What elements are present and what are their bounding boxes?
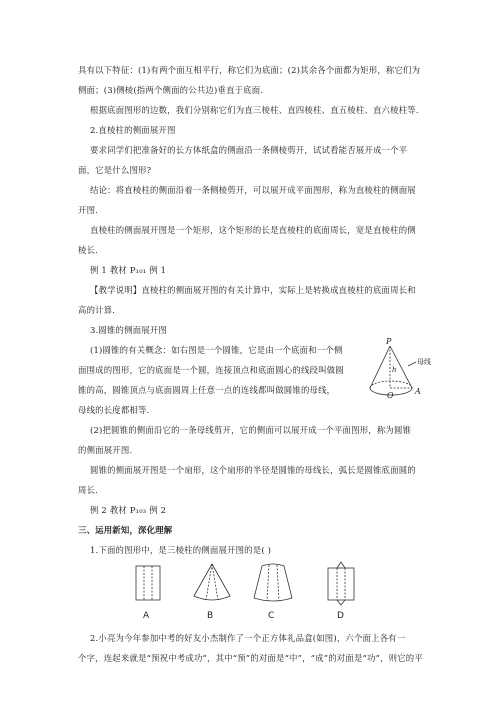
option-a-figure xyxy=(130,562,170,606)
point-label: A xyxy=(415,387,421,396)
section-heading: 3.圆锥的侧面展开图 xyxy=(90,325,167,335)
text-line: 开图. xyxy=(78,205,99,215)
text-line: 要求同学们把准备好的长方体纸盒的侧面沿一条侧棱剪开，试试看能否展开成一个平 xyxy=(90,145,408,155)
center-label: O xyxy=(387,391,394,400)
text-line: 的侧面展开图. xyxy=(78,445,133,455)
text-line: 锥的高，圆锥顶点与底面圆周上任意一点的连线都叫做圆锥的母线， xyxy=(78,385,336,395)
section-heading: 2.直棱柱的侧面展开图 xyxy=(90,125,176,135)
section-heading: 三、运用新知，深化理解 xyxy=(78,525,173,535)
teaching-note: 【教学说明】直棱柱的侧面展开图的有关计算中，实际上是转换成直棱柱的底面周长和 xyxy=(90,285,416,295)
example-line: 例 2 教材 P₁₀₃ 例 2 xyxy=(90,505,167,515)
option-b-figure xyxy=(190,560,234,606)
option-c-label: C xyxy=(268,611,275,621)
text-line: 面，它是什么图形? xyxy=(78,165,152,175)
option-c-figure xyxy=(250,560,296,606)
option-d-label: D xyxy=(337,611,344,621)
apex-label: P xyxy=(386,337,392,346)
cone-figure xyxy=(362,336,436,406)
text-line: 圆锥的侧面展开图是一个扇形，这个扇形的半径是圆锥的母线长，弧长是圆锥底面圆的 xyxy=(90,465,416,475)
text-line: (2)把圆锥的侧面沿它的一条母线剪开，它的侧面可以展开成一个平面图形，称为圆锥 xyxy=(90,425,412,435)
example-line: 例 1 教材 P₁₀₁ 例 1 xyxy=(90,265,167,275)
text-line: 面围成的图形，它的底面是一个圆，连接顶点和底面圆心的线段叫做圆 xyxy=(78,365,344,375)
option-a-label: A xyxy=(143,611,150,621)
slant-label: 母线 xyxy=(417,358,431,366)
text-line: 高的计算. xyxy=(78,305,116,315)
text-line: (1)圆锥的有关概念：如右图是一个圆锥，它是由一个底面和一个侧 xyxy=(90,345,343,355)
text-line: 周长. xyxy=(78,485,99,495)
text-line: 根据底面图形的边数，我们分别称它们为直三棱柱、直四棱柱、直五棱柱、直六棱柱等. xyxy=(90,105,419,115)
text-line: 棱长. xyxy=(78,245,99,255)
text-line: 直棱柱的侧面展开图是一个矩形，这个矩形的长是直棱柱的底面周长，宽是直棱柱的侧 xyxy=(90,225,416,235)
text-line: 侧面；(3)侧棱(指两个侧面的公共边)垂直于底面. xyxy=(78,85,264,95)
text-line: 具有以下特征：(1)有两个面互相平行，称它们为底面；(2)其余各个面都为矩形，称它们为 xyxy=(78,65,421,75)
text-line: 结论：将直棱柱的侧面沿着一条侧棱剪开，可以展开成平面图形，称为直棱柱的侧面展 xyxy=(90,185,416,195)
option-d-figure xyxy=(318,560,364,606)
slant-pointer xyxy=(408,362,416,366)
question-line: 1.下面的图形中，是三棱柱的侧面展开图的是( ) xyxy=(90,545,272,555)
option-b-label: B xyxy=(207,611,214,621)
question-line: 2.小亮为今年参加中考的好友小杰制作了一个正方体礼品盒(如图)，六个面上各有一 xyxy=(90,633,406,643)
height-label: h xyxy=(392,366,397,374)
text-line: 母线的长度都相等. xyxy=(78,405,150,415)
cone-base-back xyxy=(370,381,412,388)
text-line: 个字，连起来就是“预祝中考成功”，其中“预”的对面是“中”，“成”的对面是“功”，则它的平 xyxy=(78,653,423,663)
